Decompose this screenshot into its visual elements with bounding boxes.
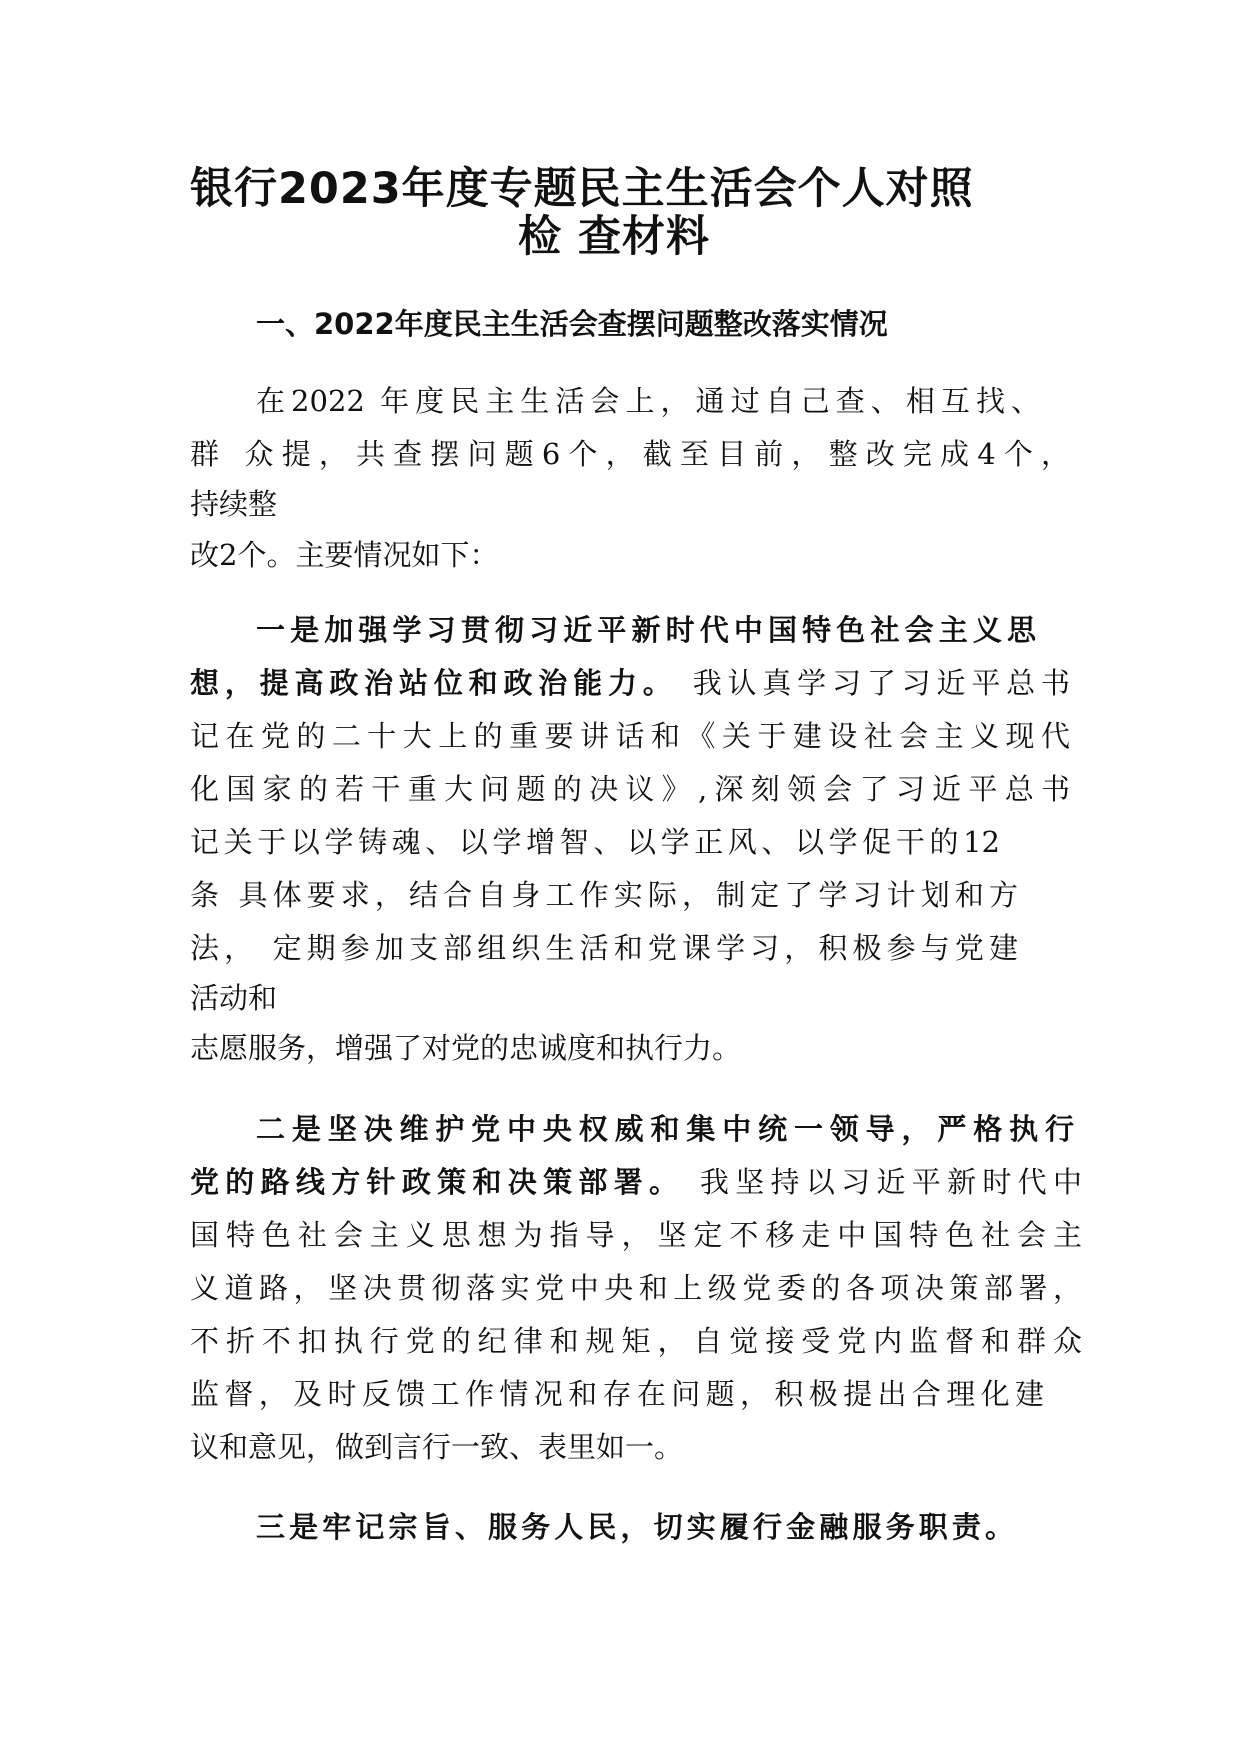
item2-text: 我坚持以习近平新时代中: [684, 1165, 1082, 1199]
item1-line-5: 记关于以学铸魂、以学增智、以学正风、以学促干的12: [190, 825, 1000, 859]
item1-bold-line: 一是加强学习贯彻习近平新时代中国特色社会主义思: [256, 613, 1036, 647]
intro-line-4: 改2个。主要情况如下：: [190, 538, 499, 572]
item2-bold-line: 二是坚决维护党中央权威和集中统一领导，严格执行: [256, 1112, 1074, 1146]
item1-text: 我认真学习了习近平总书: [677, 666, 1070, 700]
item1-line-4: 化国家的若干重大问题的决议》,深刻领会了习近平总书: [190, 772, 1070, 806]
intro-line-3: 持续整: [190, 487, 278, 521]
intro-line-1: 在2022 年度民主生活会上，通过自己查、相互找、: [256, 384, 1040, 418]
item1-line-6: 条 具体要求，结合自身工作实际，制定了学习计划和方: [190, 878, 1018, 912]
item2-line-2: [190, 1165, 1082, 1199]
section-heading: 一、2022年度民主生活会查摆问题整改落实情况: [256, 307, 888, 341]
document-title-line-1: 银行2023年度专题民主生活会个人对照: [190, 164, 974, 214]
item1-line-3: 记在党的二十大上的重要讲话和《关于建设社会主义现代: [190, 719, 1070, 753]
item2-line-5: 不折不扣执行党的纪律和规矩，自觉接受党内监督和群众: [190, 1324, 1082, 1358]
item1-line-8: 活动和: [190, 981, 278, 1015]
item2-bold-lead: 党的路线方针政策和决策部署。: [190, 1165, 685, 1199]
item2-line-7: 议和意见，做到言行一致、表里如一。: [190, 1430, 684, 1464]
item1-line-2: [190, 666, 1070, 700]
item3-bold-line: 三是牢记宗旨、服务人民，切实履行金融服务职责。: [256, 1510, 1014, 1544]
item1-line-9: 志愿服务，增强了对党的忠诚度和执行力。: [190, 1031, 742, 1065]
item2-line-4: 义道路，坚决贯彻落实党中央和上级党委的各项决策部署，: [190, 1271, 1082, 1305]
intro-line-2: 群 众提，共查摆问题6个，截至目前，整改完成4个，: [190, 437, 1070, 471]
item2-line-6: 监督，及时反馈工作情况和存在问题，积极提出合理化建: [190, 1377, 1044, 1411]
item1-bold-lead: 想，提高政治站位和政治能力。: [190, 666, 678, 700]
document-title-line-2: 检 查材料: [518, 212, 710, 262]
item2-line-3: 国特色社会主义思想为指导，坚定不移走中国特色社会主: [190, 1218, 1082, 1252]
item1-line-7: 法， 定期参加支部组织生活和党课学习，积极参与党建: [190, 931, 1018, 965]
